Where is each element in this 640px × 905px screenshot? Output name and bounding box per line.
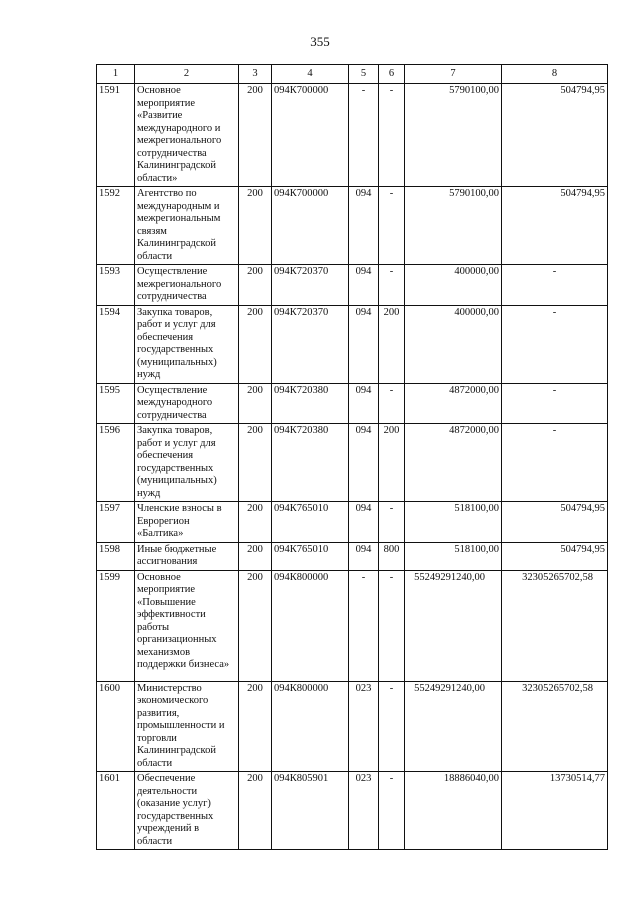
row-amount-plan: 400000,00 bbox=[405, 265, 502, 306]
row-number: 1600 bbox=[97, 681, 135, 772]
row-amount-plan: 5790100,00 bbox=[405, 187, 502, 265]
row-col5: 023 bbox=[349, 772, 379, 850]
row-col5: 094 bbox=[349, 542, 379, 570]
row-col6: 200 bbox=[379, 305, 405, 383]
row-col3: 200 bbox=[239, 502, 272, 543]
table-row bbox=[97, 265, 608, 306]
row-amount-plan: 55249291240,00 bbox=[405, 570, 502, 681]
row-col6: - bbox=[379, 265, 405, 306]
row-amount-plan: 400000,00 bbox=[405, 305, 502, 383]
row-col6: - bbox=[379, 681, 405, 772]
row-amount-actual: - bbox=[502, 265, 608, 306]
row-code: 094К700000 bbox=[272, 187, 349, 265]
table-row bbox=[97, 84, 608, 187]
row-col5: 023 bbox=[349, 681, 379, 772]
row-code: 094К720370 bbox=[272, 265, 349, 306]
row-col3: 200 bbox=[239, 84, 272, 187]
row-amount-actual: 32305265702,58 bbox=[502, 681, 608, 772]
row-amount-plan: 5790100,00 bbox=[405, 84, 502, 187]
column-header: 4 bbox=[272, 65, 349, 84]
row-number: 1592 bbox=[97, 187, 135, 265]
row-name: Агентство по международным и межрегиональным связям Калининградской области bbox=[135, 187, 239, 265]
row-code: 094К805901 bbox=[272, 772, 349, 850]
row-col5: 094 bbox=[349, 187, 379, 265]
row-code: 094К765010 bbox=[272, 502, 349, 543]
column-header: 6 bbox=[379, 65, 405, 84]
row-col5: 094 bbox=[349, 502, 379, 543]
column-header: 7 bbox=[405, 65, 502, 84]
row-col6: - bbox=[379, 772, 405, 850]
row-number: 1598 bbox=[97, 542, 135, 570]
table-row bbox=[97, 542, 608, 570]
row-amount-actual: 13730514,77 bbox=[502, 772, 608, 850]
row-code: 094К720380 bbox=[272, 383, 349, 424]
row-col5: 094 bbox=[349, 305, 379, 383]
row-col5: - bbox=[349, 84, 379, 187]
column-header: 1 bbox=[97, 65, 135, 84]
row-col6: - bbox=[379, 187, 405, 265]
table-row bbox=[97, 383, 608, 424]
row-col3: 200 bbox=[239, 187, 272, 265]
table-row bbox=[97, 772, 608, 850]
row-col5: 094 bbox=[349, 383, 379, 424]
row-col3: 200 bbox=[239, 383, 272, 424]
row-number: 1597 bbox=[97, 502, 135, 543]
header-row bbox=[97, 65, 608, 84]
row-amount-actual: 504794,95 bbox=[502, 187, 608, 265]
table-row bbox=[97, 305, 608, 383]
row-col3: 200 bbox=[239, 305, 272, 383]
row-number: 1593 bbox=[97, 265, 135, 306]
row-code: 094К720370 bbox=[272, 305, 349, 383]
row-col3: 200 bbox=[239, 681, 272, 772]
row-name: Министерство экономического развития, промышленности и торговли Калининградской области bbox=[135, 681, 239, 772]
row-code: 094К800000 bbox=[272, 570, 349, 681]
table-row bbox=[97, 502, 608, 543]
row-amount-actual: 504794,95 bbox=[502, 542, 608, 570]
row-amount-plan: 4872000,00 bbox=[405, 424, 502, 502]
row-name: Обеспечение деятельности (оказание услуг) государственных учреждений в области bbox=[135, 772, 239, 850]
table-row bbox=[97, 187, 608, 265]
row-col6: 800 bbox=[379, 542, 405, 570]
row-number: 1595 bbox=[97, 383, 135, 424]
row-number: 1599 bbox=[97, 570, 135, 681]
row-amount-actual: - bbox=[502, 424, 608, 502]
row-name: Осуществление международного сотрудничества bbox=[135, 383, 239, 424]
table-row bbox=[97, 570, 608, 681]
row-amount-plan: 518100,00 bbox=[405, 502, 502, 543]
row-name: Осуществление межрегионального сотрудничества bbox=[135, 265, 239, 306]
column-header: 8 bbox=[502, 65, 608, 84]
row-name: Основное мероприятие «Повышение эффективности работы организационных механизмов поддержки бизнеса» bbox=[135, 570, 239, 681]
row-col6: - bbox=[379, 383, 405, 424]
row-code: 094К765010 bbox=[272, 542, 349, 570]
table-row bbox=[97, 424, 608, 502]
row-amount-actual: - bbox=[502, 383, 608, 424]
row-col5: - bbox=[349, 570, 379, 681]
row-amount-plan: 518100,00 bbox=[405, 542, 502, 570]
row-amount-actual: 504794,95 bbox=[502, 502, 608, 543]
row-amount-actual: 504794,95 bbox=[502, 84, 608, 187]
row-col5: 094 bbox=[349, 424, 379, 502]
row-col5: 094 bbox=[349, 265, 379, 306]
row-col3: 200 bbox=[239, 542, 272, 570]
page-number: 355 bbox=[310, 34, 330, 49]
column-header: 5 bbox=[349, 65, 379, 84]
row-name: Основное мероприятие «Развитие международного и межрегионального сотрудничества Калининградской области» bbox=[135, 84, 239, 187]
row-col3: 200 bbox=[239, 424, 272, 502]
table-row bbox=[97, 681, 608, 772]
row-name: Закупка товаров, работ и услуг для обеспечения государственных (муниципальных) нужд bbox=[135, 424, 239, 502]
row-col3: 200 bbox=[239, 772, 272, 850]
row-col3: 200 bbox=[239, 570, 272, 681]
row-code: 094К800000 bbox=[272, 681, 349, 772]
row-col3: 200 bbox=[239, 265, 272, 306]
row-name: Членские взносы в Еврорегион «Балтика» bbox=[135, 502, 239, 543]
row-col6: - bbox=[379, 570, 405, 681]
row-code: 094К720380 bbox=[272, 424, 349, 502]
row-amount-plan: 55249291240,00 bbox=[405, 681, 502, 772]
column-header: 3 bbox=[239, 65, 272, 84]
column-header: 2 bbox=[135, 65, 239, 84]
row-number: 1596 bbox=[97, 424, 135, 502]
row-amount-actual: - bbox=[502, 305, 608, 383]
row-amount-plan: 18886040,00 bbox=[405, 772, 502, 850]
row-number: 1601 bbox=[97, 772, 135, 850]
row-number: 1591 bbox=[97, 84, 135, 187]
row-name: Иные бюджетные ассигнования bbox=[135, 542, 239, 570]
budget-table bbox=[96, 64, 608, 850]
row-col6: 200 bbox=[379, 424, 405, 502]
row-amount-actual: 32305265702,58 bbox=[502, 570, 608, 681]
row-name: Закупка товаров, работ и услуг для обеспечения государственных (муниципальных) нужд bbox=[135, 305, 239, 383]
row-code: 094К700000 bbox=[272, 84, 349, 187]
row-number: 1594 bbox=[97, 305, 135, 383]
row-col6: - bbox=[379, 84, 405, 187]
row-amount-plan: 4872000,00 bbox=[405, 383, 502, 424]
row-col6: - bbox=[379, 502, 405, 543]
